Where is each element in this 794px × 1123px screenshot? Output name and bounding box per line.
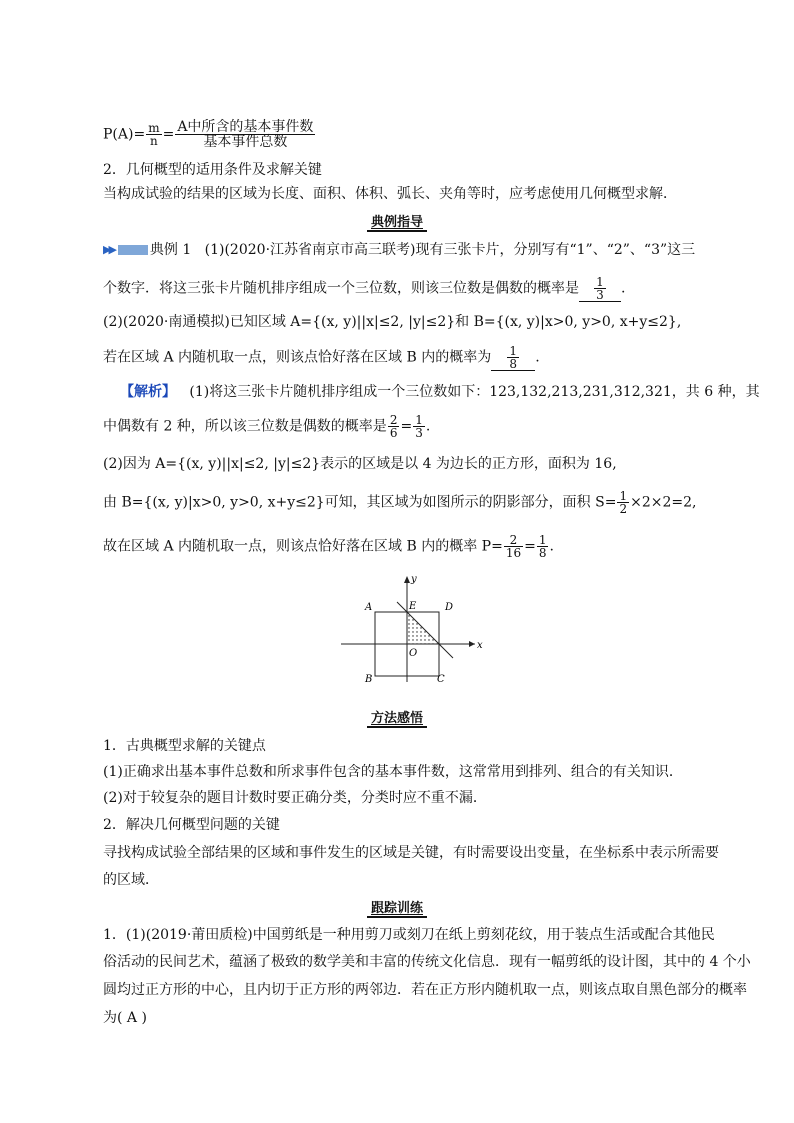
solution-line-5 bbox=[103, 534, 554, 559]
double-arrow-icon: ▶▶ bbox=[103, 243, 114, 256]
solution-s1-text-b: 中偶数有 2 种，所以该三位数是偶数的概率是 bbox=[103, 418, 387, 435]
coordinate-figure bbox=[335, 570, 495, 690]
solution-line-2 bbox=[103, 414, 430, 439]
example-line-4 bbox=[103, 345, 540, 371]
example-line-1 bbox=[103, 240, 695, 260]
practice-line-2: 俗活动的民间艺术，蕴涵了极致的数学美和丰富的传统文化信息．现有一幅剪纸的设计图，其中的 4 个小 bbox=[103, 954, 751, 970]
section-header-practice bbox=[0, 900, 794, 918]
solution-tag: 【解析】 bbox=[120, 384, 176, 400]
example-tag-bar bbox=[118, 245, 148, 255]
solution-line-1 bbox=[120, 382, 760, 402]
answer-fraction-2 bbox=[507, 345, 519, 370]
example-q1-end: . bbox=[621, 280, 626, 297]
s2-f2-den: 8 bbox=[538, 546, 547, 560]
section-title-practice: 跟踪训练 bbox=[367, 902, 427, 918]
answer-2-den: 8 bbox=[509, 357, 518, 371]
answer-fraction-1 bbox=[594, 276, 606, 301]
label-a: A bbox=[365, 602, 373, 613]
method-heading-1: 1．古典概型求解的关键点 bbox=[103, 738, 266, 754]
s2-eq: = bbox=[524, 538, 536, 555]
s2-rest: ×2×2=2, bbox=[630, 494, 697, 511]
method-paragraph-3b: 的区域． bbox=[103, 872, 159, 888]
solution-line-3: (2)因为 A={(x, y)||x|≤2, |y|≤2}表示的区域是以 4 为边长的正方形，面积为 16, bbox=[103, 456, 617, 472]
answer-blank-2 bbox=[491, 345, 535, 371]
s2-f2-num: 1 bbox=[538, 533, 547, 547]
example-line-3: (2)(2020·南通模拟)已知区域 A={(x, y)||x|≤2, |y|≤2}和 B={(x, y)|x>0, y>0, x+y≤2}, bbox=[103, 314, 682, 330]
formula-main-fraction bbox=[175, 120, 315, 149]
label-x: x bbox=[477, 640, 483, 651]
solution-fraction-2-6 bbox=[388, 414, 400, 439]
s2-end: . bbox=[549, 538, 554, 555]
paragraph-geometric-model: 当构成试验的结果的区域为长度、面积、体积、弧长、夹角等时，应考虑使用几何概型求解． bbox=[103, 186, 677, 202]
solution-s1-text-a: (1)将这三张卡片随机排序组成一个三位数如下：123,132,213,231,312,321，共 6 种，其 bbox=[189, 384, 760, 400]
answer-1-num: 1 bbox=[596, 275, 604, 289]
s1-end: . bbox=[425, 418, 431, 435]
solution-fraction-2-16 bbox=[504, 534, 523, 559]
x-axis-arrow-icon bbox=[469, 641, 475, 647]
s1-eq: = bbox=[400, 418, 413, 435]
practice-line-1: 1．(1)(2019·莆田质检)中国剪纸是一种用剪刀或刻刀在纸上剪刻花纹，用于装点生活或配合其他民 bbox=[103, 927, 715, 943]
example-q2-end: . bbox=[535, 349, 540, 366]
example-q1-text-b: 个数字．将这三张卡片随机排序组成一个三位数，则该三位数是偶数的概率是 bbox=[103, 280, 579, 297]
answer-2-num: 1 bbox=[509, 344, 518, 358]
formula-eq: = bbox=[162, 126, 175, 143]
method-heading-2: 2．解决几何概型问题的关键 bbox=[103, 817, 280, 833]
practice-line-4: 为( A ) bbox=[103, 1010, 147, 1026]
s2-f1-num: 2 bbox=[504, 534, 523, 547]
method-paragraph-2: (2)对于较复杂的题目计数时要正确分类，分类时应不重不漏． bbox=[103, 790, 487, 806]
answer-blank-1 bbox=[579, 276, 621, 302]
example-q2-text-b: 若在区域 A 内随机取一点，则该点恰好落在区域 B 内的概率为 bbox=[103, 349, 492, 366]
label-d: D bbox=[445, 602, 454, 613]
label-y: y bbox=[411, 574, 417, 585]
solution-s2-text-b: 由 B={(x, y)|x>0, y>0, x+y≤2}可知，其区域为如图所示的阴影部分，面积 S= bbox=[103, 494, 617, 511]
s1-f1-den: 6 bbox=[389, 426, 398, 440]
solution-fraction-1-3 bbox=[413, 414, 425, 439]
probability-formula bbox=[103, 120, 316, 149]
solution-fraction-1-8 bbox=[537, 534, 549, 559]
section-title-example: 典例指导 bbox=[367, 216, 427, 232]
section-header-example bbox=[0, 214, 794, 232]
formula-m: m bbox=[148, 121, 160, 135]
formula-denominator: 基本事件总数 bbox=[203, 134, 288, 150]
y-axis-arrow-icon bbox=[404, 576, 410, 583]
formula-m-over-n bbox=[146, 122, 161, 147]
method-paragraph-3a: 寻找构成试验全部结果的区域和事件发生的区域是关键，有时需要设出变量，在坐标系中表示所需要 bbox=[103, 845, 719, 861]
formula-n: n bbox=[150, 134, 158, 148]
solution-s2-text-c: 故在区域 A 内随机取一点，则该点恰好落在区域 B 内的概率 P= bbox=[103, 538, 503, 555]
label-o: O bbox=[409, 648, 418, 659]
example-line-2 bbox=[103, 276, 625, 302]
heading-geometric-model: 2．几何概型的适用条件及求解关键 bbox=[103, 162, 322, 178]
example-q1-text-a: (1)(2020·江苏省南京市高三联考)现有三张卡片，分别写有“1”、“2”、“3”这三 bbox=[204, 242, 696, 258]
practice-line-3: 圆均过正方形的中心，且内切于正方形的两邻边．若在正方形内随机取一点，则该点取自黑色部分的概率 bbox=[103, 982, 747, 998]
s2-f-den: 2 bbox=[619, 502, 628, 516]
label-c: C bbox=[437, 674, 445, 685]
label-b: B bbox=[365, 674, 373, 685]
solution-line-4 bbox=[103, 490, 696, 515]
s1-f1-num: 2 bbox=[389, 413, 398, 427]
solution-fraction-1-2 bbox=[617, 490, 629, 515]
formula-numerator: A中所含的基本事件数 bbox=[177, 119, 314, 135]
section-title-method: 方法感悟 bbox=[367, 712, 427, 728]
section-header-method bbox=[0, 710, 794, 728]
example-label: 典例 1 bbox=[149, 242, 192, 258]
s2-f1-den: 16 bbox=[505, 546, 522, 560]
s2-f-num: 1 bbox=[619, 489, 628, 503]
answer-1-den: 3 bbox=[596, 288, 604, 302]
label-e: E bbox=[409, 601, 417, 612]
s1-f2-num: 1 bbox=[415, 413, 423, 427]
s1-f2-den: 3 bbox=[415, 426, 423, 440]
formula-lhs: P(A)= bbox=[103, 126, 146, 143]
method-paragraph-1: (1)正确求出基本事件总数和所求事件包含的基本事件数，这常常用到排列、组合的有关知识． bbox=[103, 764, 683, 780]
